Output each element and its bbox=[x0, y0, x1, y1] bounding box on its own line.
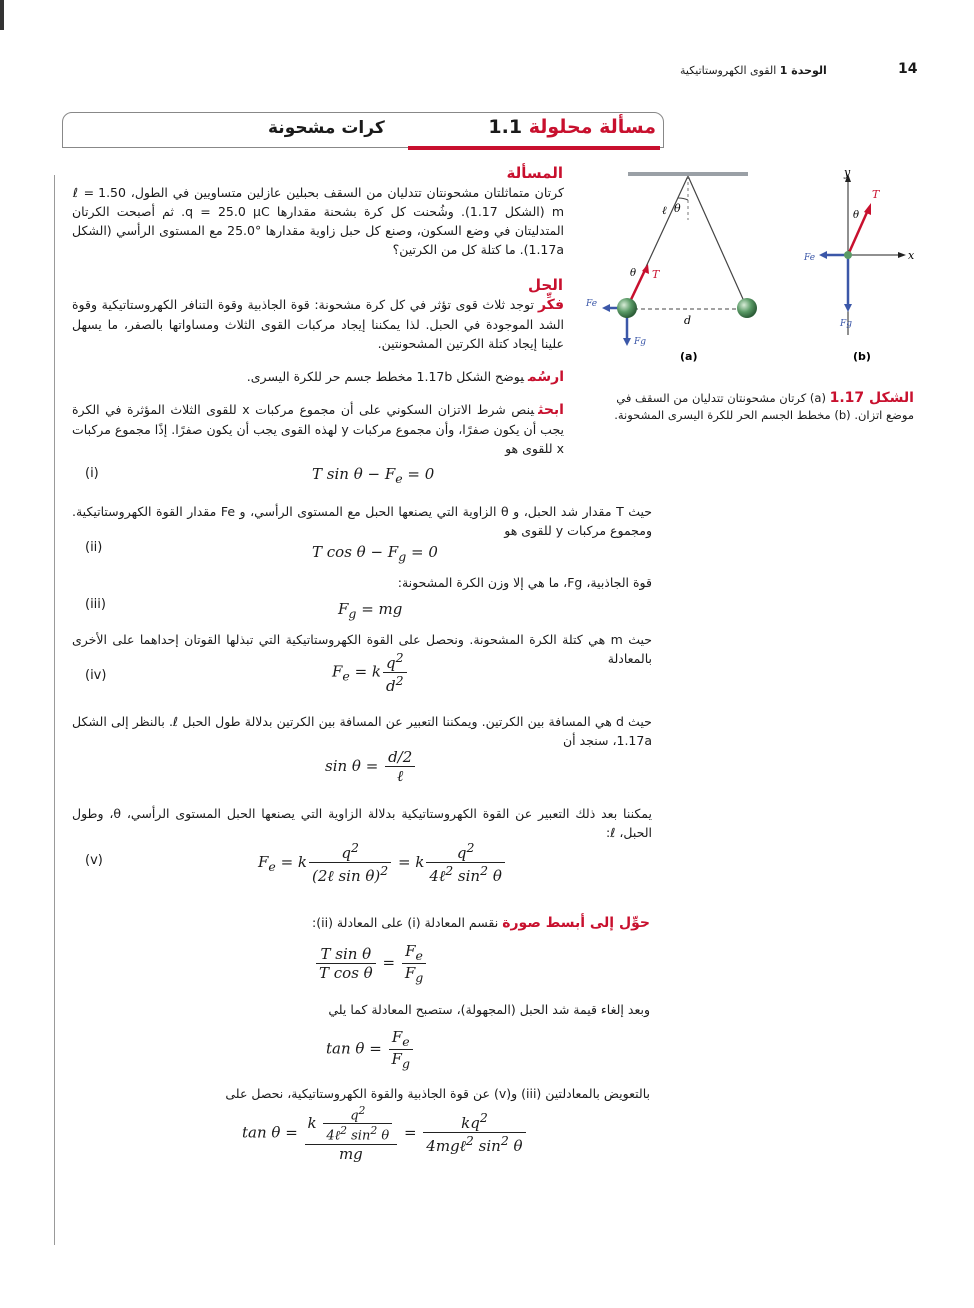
scan-edge-mark bbox=[0, 0, 4, 30]
title-underline bbox=[408, 146, 660, 150]
figure-label-fg-a: Fg bbox=[634, 337, 647, 347]
right-sphere bbox=[737, 298, 757, 318]
panel-label-b: (b) bbox=[853, 350, 871, 363]
equation-final: tan θ = k $\frac{q^2}{4\ell^2 \sin^2 \theta}$ mg = $\frac{kq^2}{4mg\ell^2 \sin^2 \theta}$ bbox=[242, 1104, 528, 1163]
equation-2: T $\cos \theta - F_g = 0$ bbox=[312, 543, 438, 564]
angle-arc-top bbox=[678, 198, 688, 200]
equation-5: $F_e = k$ $\frac{q^2}{(2\ell \sin \theta)^2}$ = k $\frac{q^2}{4\ell^2 \sin^2 \theta}$ bbox=[258, 840, 507, 886]
page-subtitle: كرات مشحونة bbox=[268, 118, 385, 138]
right-string bbox=[688, 176, 747, 308]
problem-text: كرتان متماثلتان مشحونتان تتدليان من السقف بحبلين عازلين متساويين في الطول، ℓ = 1.50 m (الشكل 1.17). وشُحنت كل كرة بشحنة مقدارها q = 25.0 μC. ثم أصبحت الكرتان المتدليتان في وضع السكون، وصنع كل حبل زاوية مقدارها °25.0 مع المستوى الرأسي (الشكل 1.17a). ما كتلة كل من الكرتين؟ bbox=[72, 185, 564, 257]
figure-label-theta-ball: θ bbox=[630, 268, 637, 279]
margin-rule bbox=[54, 175, 55, 1245]
figure-caption bbox=[596, 390, 914, 424]
figure-label-length: ℓ bbox=[662, 204, 667, 217]
figure-label-y: y bbox=[844, 166, 851, 179]
point-mass bbox=[844, 251, 852, 259]
equation-tag-1: (i) bbox=[85, 466, 99, 481]
figure-label-theta-a: θ bbox=[674, 202, 681, 215]
figure-caption-text: (a) كرتان مشحونتان تتدليان من السقف في موضع اتزان. (b) مخطط الجسم الحر للكرة اليسرى المشحونة. bbox=[614, 391, 914, 422]
title-number: 1.1 bbox=[488, 116, 523, 138]
equation-tan: tan θ = $\frac{F_e}{F_g}$ bbox=[326, 1028, 415, 1071]
unit-title: القوى الكهروستاتيكية bbox=[680, 64, 777, 77]
figure-label-d: d bbox=[684, 314, 692, 327]
after-equation-4: حيث d هي المسافة بين الكرتين. ويمكننا التعبير عن المسافة بين الكرتين بدلالة طول الحبل ℓ. بالنظر إلى الشكل 1.17a، سنجد أن bbox=[72, 714, 652, 748]
equation-ratio: $\frac{\text{T sin θ}}{\text{T cos θ}}$ = $\frac{F_e}{F_g}$ bbox=[314, 942, 428, 985]
figure-label-x: x bbox=[908, 249, 915, 262]
tension-arrowhead-b bbox=[864, 203, 871, 215]
figure-label-fg-b: Fg bbox=[840, 319, 853, 329]
equation-tag-5: (v) bbox=[85, 853, 103, 868]
equation-tag-3: (iii) bbox=[85, 597, 106, 612]
after-equation-1: حيث T مقدار شد الحبل، و θ الزاوية التي يصنعها الحبل مع المستوى الرأسي، و Fe مقدار القوة الكهروستاتيكية. ومجموع مركبات y للقوى هو bbox=[72, 504, 653, 538]
sketch-text: يوضح الشكل 1.17b مخطط جسم حر للكرة اليسرى. bbox=[246, 369, 524, 384]
equation-sin-theta: sin θ = $\frac{d/2}{\text{ℓ}}$ bbox=[325, 748, 417, 786]
equation-tag-4: (iv) bbox=[85, 668, 107, 683]
equation-tag-2: (ii) bbox=[85, 540, 103, 555]
figure-label-t-a: T bbox=[652, 268, 660, 281]
think-text: توجد ثلاث قوى تؤثر في كل كرة مشحونة: قوة الجاذبية وقوة التنافر الكهروستاتيكية وقوة الشد الموجودة في الحبل. لذا يمكننا إيجاد مركبات القوى الثلاث ومساواتها بالصفر، ما يسهل علينا إيجاد كتلة الكرتين المشحونتين. bbox=[72, 297, 564, 351]
page-title bbox=[488, 116, 656, 138]
sketch-paragraph bbox=[200, 367, 564, 387]
figure-label-t-b: T bbox=[872, 188, 880, 201]
cancel-paragraph: وبعد إلغاء قيمة شد الحبل (المجهولة)، ستصبح المعادلة كما يلي bbox=[328, 1002, 650, 1017]
simplify-text: نقسم المعادلة (i) على المعادلة (ii): bbox=[312, 915, 499, 930]
section-heading-solution: الحل bbox=[528, 276, 563, 294]
research-paragraph bbox=[72, 400, 564, 458]
electric-arrowhead-a bbox=[602, 304, 610, 312]
unit-label: الوحدة 1 bbox=[779, 64, 827, 77]
think-label: فكِّر bbox=[537, 297, 564, 313]
after-equation-2: قوة الجاذبية، Fg، ما هي إلا وزن الكرة المشحونة: bbox=[397, 575, 652, 590]
gravity-arrowhead-a bbox=[623, 338, 631, 346]
electric-arrowhead-b bbox=[819, 251, 827, 259]
equation-4: $F_e = k$ $\frac{q^2}{d^2}$ bbox=[332, 650, 409, 695]
ceiling bbox=[628, 172, 748, 176]
equation-3: $F_g$ = mg bbox=[338, 600, 403, 621]
page-number: 14 bbox=[898, 61, 918, 77]
section-heading-problem: المسألة bbox=[506, 164, 563, 182]
after-sin-equation: يمكننا بعد ذلك التعبير عن القوة الكهروستاتيكية بدلالة الزاوية التي يصنعها الحبل المستوى الرأسي، θ، وطول الحبل، ℓ: bbox=[72, 806, 652, 840]
running-header bbox=[680, 64, 827, 77]
figure-1-17 bbox=[576, 160, 936, 375]
sketch-label: ارسُم bbox=[527, 369, 564, 385]
x-axis-arrowhead bbox=[898, 252, 906, 258]
figure-label-theta-b: θ bbox=[853, 210, 860, 221]
research-text: ينص شرط الاتزان السكوني على أن مجموع مركبات x للقوى الثلاث المؤثرة في الكرة يجب أن يكون صفرًا، وأن مجموع مركبات y لهذه القوى يجب أن يكون صفرًا. إذًا مجموع مركبات x للقوى هو bbox=[72, 402, 564, 456]
after-equation-3: حيث m هي كتلة الكرة المشحونة. ونحصل على القوة الكهروستاتيكية التي تبذلها القوتان إحداهما على الأخرى بالمعادلة bbox=[72, 632, 652, 666]
equation-1: T $\sin \theta - F_e = 0$ bbox=[312, 465, 435, 486]
gravity-arrowhead-b bbox=[844, 304, 852, 312]
simplify-paragraph bbox=[300, 913, 650, 933]
think-paragraph bbox=[72, 295, 564, 353]
simplify-label: حوِّل إلى أبسط صورة bbox=[502, 915, 650, 931]
figure-label-fe-b: Fe bbox=[804, 253, 816, 263]
substitute-paragraph: بالتعويض بالمعادلتين (iii) و(v) عن قوة الجاذبية والقوة الكهروستاتيكية، نحصل على bbox=[225, 1086, 650, 1101]
figure-caption-label: الشكل 1.17 bbox=[829, 390, 914, 406]
left-sphere bbox=[617, 298, 637, 318]
title-prefix: مسألة محلولة bbox=[528, 116, 656, 138]
panel-label-a: (a) bbox=[680, 350, 698, 363]
research-label: ابحث bbox=[538, 402, 564, 418]
figure-label-fe-a: Fe bbox=[586, 299, 598, 309]
